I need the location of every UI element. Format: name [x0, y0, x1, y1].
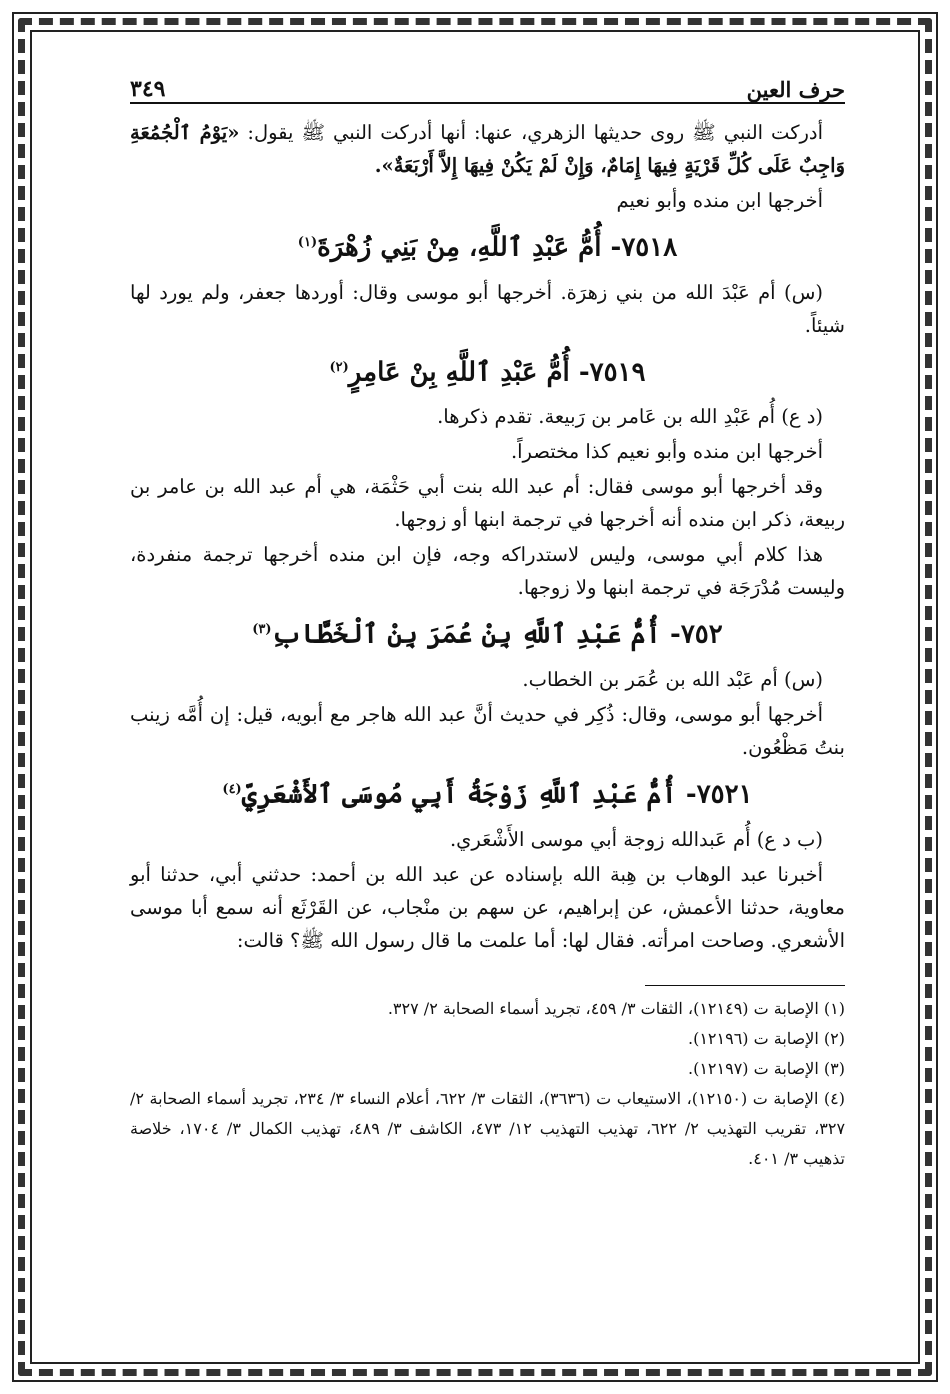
entry-heading-752	[130, 608, 845, 657]
paragraph: (س) أم عَبْد الله بن عُمَر بن الخطاب.	[522, 667, 823, 691]
paragraph: أخبرنا عبد الوهاب بن هِبة الله بإسناده عن عبد الله بن أحمد: حدثني أبي، حدثنا أبو معاوية، حدثنا الأعمش، عن إبراهيم، عن سهم بن منْجاب، عن القَرْثَع أنه سمع أبا موسى الأشعري. وصاحت امرأته. فقال لها: أما علمت ما قال رسول الله ﷺ؟ قالت:	[130, 862, 845, 952]
footnotes	[130, 994, 845, 1174]
paragraph: هذا كلام أبي موسى، وليس لاستدراكه وجه، فإن ابن منده أخرجها ترجمة منفردة، وليست مُدْرَجَة في ترجمة ابنها ولا زوجها.	[130, 543, 845, 600]
entry-title: ٧٥١٩- أُمُّ عَبْدِ ٱللَّهِ بِنْ عَامِرٍ	[348, 357, 646, 388]
chapter-title: حرف العين	[746, 77, 845, 102]
footnote-ref: (٢)	[329, 359, 349, 375]
entry-heading-7518	[130, 221, 845, 270]
paragraph-text: أدركت النبي ﷺ روى حديثها الزهري، عنها: أنها أدركت النبي ﷺ يقول:	[239, 121, 823, 144]
footnote-ref: (١)	[297, 235, 318, 250]
paragraph: أخرجها أبو موسى، وقال: ذُكِر في حديث أنَّ عبد الله هاجر مع أبويه، قيل: إن أُمَّه زينب بنتُ مَظْعُون.	[130, 702, 845, 759]
footnote-ref: (٤)	[222, 781, 242, 797]
entry-title: ٧٥٢- أُمُّ عَبْدِ ٱللَّهِ بِنْ عُمَرَ بِنْ ٱلْخَطَّابِ	[271, 619, 723, 650]
footnote-separator	[645, 985, 845, 986]
footnote: (٢) الإصابة ت (١٢١٩٦).	[687, 1028, 845, 1048]
paragraph: (س) أم عَبْدَ الله من بني زهرَة. أخرجها أبو موسى وقال: أوردها جعفر، ولم يورد لها شيئاً.	[130, 280, 845, 337]
footnote: (٣) الإصابة ت (١٢١٩٧).	[687, 1058, 845, 1078]
hadith-quote: «يَوْمُ ٱلْجُمُعَةِ وَاجِبٌ عَلَى كُلِّ قَرْيَةٍ فِيهَا إِمَامٌ، وَإِنْ لَمْ يَكُنْ فِيهَا إِلاَّ أَرْبَعَةٌ».	[130, 121, 845, 177]
entry-title: ٧٥٢١- أُمُّ عَبْدِ ٱللَّهِ زَوْجَةُ أَبِي مُوسَى ٱلأَشْعَرِيِّ	[241, 779, 753, 810]
footnote: (٤) الإصابة ت (١٢١٥٠)، الاستيعاب ت (٣٦٣٦)، الثقات ٣/ ٦٢٢، أعلام النساء ٣/ ٢٣٤، تجريد أسماء الصحابة ٢/ ٣٢٧، تقريب التهذيب ٢/ ٦٢٢، تهذيب التهذيب ١٢/ ٤٧٣، الكاشف ٣/ ٤٨٩، تهذيب الكمال ٣/ ١٧٠٤، خلاصة تذهيب ٣/ ٤٠١.	[130, 1088, 846, 1168]
main-text	[130, 116, 845, 957]
entry-title: ٧٥١٨- أُمُّ عَبْدِ ٱللَّهِ، مِنْ بَنِي زُهْرَةَ	[317, 232, 678, 263]
paragraph: أخرجها ابن منده وأبو نعيم	[616, 189, 823, 212]
footnote-ref: (٣)	[252, 622, 272, 638]
entry-heading-7521	[130, 768, 845, 817]
entry-heading-7519	[130, 346, 845, 395]
paragraph: (د ع) أُم عَبْدِ الله بن عَامر بن رَبيعة. تقدم ذكرها.	[437, 405, 823, 429]
running-head	[130, 70, 845, 104]
paragraph: (ب د ع) أُم عَبدالله زوجة أبي موسى الأَشْعَري.	[449, 827, 823, 851]
paragraph	[130, 116, 845, 182]
page-number: ٣٤٩	[130, 76, 166, 102]
paragraph: أخرجها ابن منده وأبو نعيم كذا مختصراً.	[510, 440, 823, 464]
footnote: (١) الإصابة ت (١٢١٤٩)، الثقات ٣/ ٤٥٩، تجريد أسماء الصحابة ٢/ ٣٢٧.	[387, 998, 845, 1018]
book-page	[130, 70, 845, 1360]
paragraph: وقد أخرجها أبو موسى فقال: أم عبد الله بنت أبي حَثْمَة، هي أم عبد الله بن عامر بن ربيعة، ذكر ابن منده أنه أخرجها في ترجمة ابنها أو زوجها.	[130, 475, 845, 532]
